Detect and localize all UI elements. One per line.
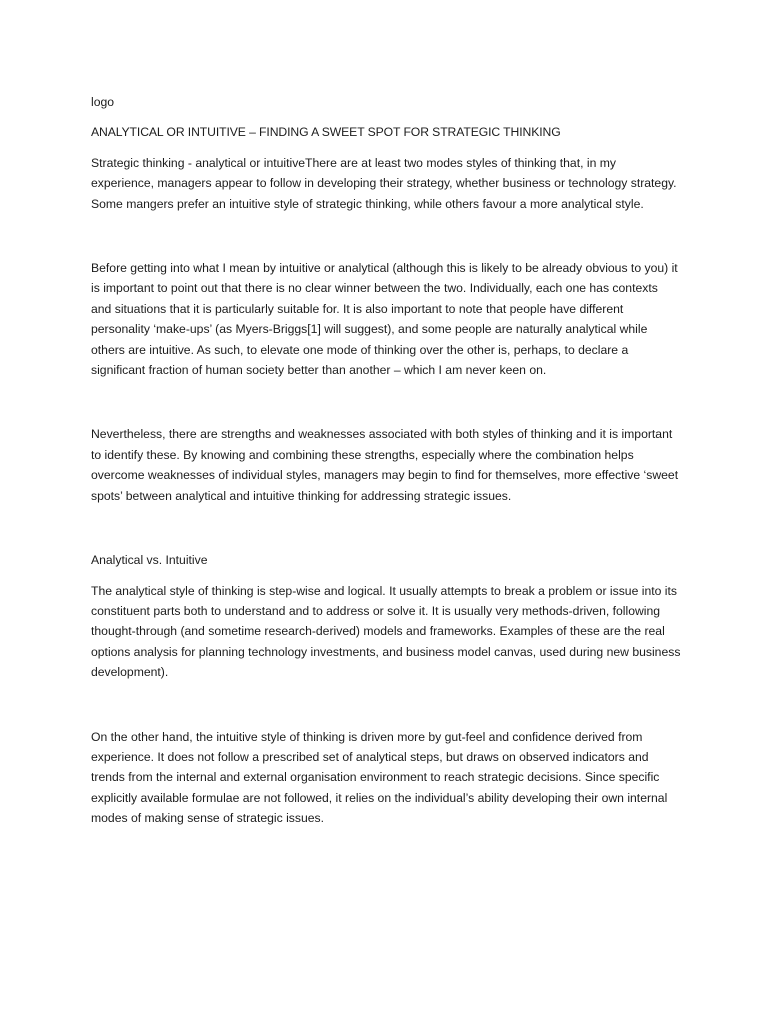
paragraph-analytical: The analytical style of thinking is step-wise and logical. It usually attempts to break a problem or issue into its constituent parts both to understand and to address or solve it. It is usually very methods-driven, following thought-through (and sometime research-derived) models and frameworks. Examples of these are the real options analysis for planning technology investments, and business model canvas, used during new business development). bbox=[91, 583, 681, 680]
paragraph-strengths: Nevertheless, there are strengths and weaknesses associated with both styles of thinking and it is important to identify these. By knowing and combining these strengths, especially where the combination helps overcome weaknesses of individual styles, managers may begin to find for themselves, more effective ‘sweet spots’ between analytical and intuitive thinking for addressing strategic issues. bbox=[91, 427, 679, 503]
paragraph-intro: Strategic thinking - analytical or intuitiveThere are at least two modes styles of thinking that, in my experience, managers appear to follow in developing their strategy, whether business or technology strategy. Some mangers prefer an intuitive style of strategic thinking, while others favour a more analytical style. bbox=[91, 155, 677, 211]
paragraph-intuitive: On the other hand, the intuitive style of thinking is driven more by gut-feel and confidence derived from experience. It does not follow a prescribed set of analytical steps, but draws on observed indicators and trends from the internal and external organisation environment to reach strategic decisions. Since specific explicitly available formulae are not followed, it relies on the individual’s ability developing their own internal modes of making sense of strategic issues. bbox=[91, 729, 668, 826]
logo-placeholder: logo bbox=[91, 95, 115, 109]
document-page bbox=[91, 92, 681, 829]
section-heading: Analytical vs. Intuitive bbox=[91, 553, 208, 568]
document-title: ANALYTICAL OR INTUITIVE – FINDING A SWEET SPOT FOR STRATEGIC THINKING bbox=[91, 125, 561, 140]
paragraph-no-winner: Before getting into what I mean by intuitive or analytical (although this is likely to be already obvious to you) it is important to point out that there is no clear winner between the two. Individually, each one has contexts and situations that it is particularly suitable for. It is also important to note that people have different personality ‘make-ups’ (as Myers-Briggs[1] will suggest), and some people are naturally analytical while others are intuitive. As such, to elevate one mode of thinking over the other is, perhaps, to declare a significant fraction of human society better than another – which I am never keen on. bbox=[91, 261, 678, 378]
